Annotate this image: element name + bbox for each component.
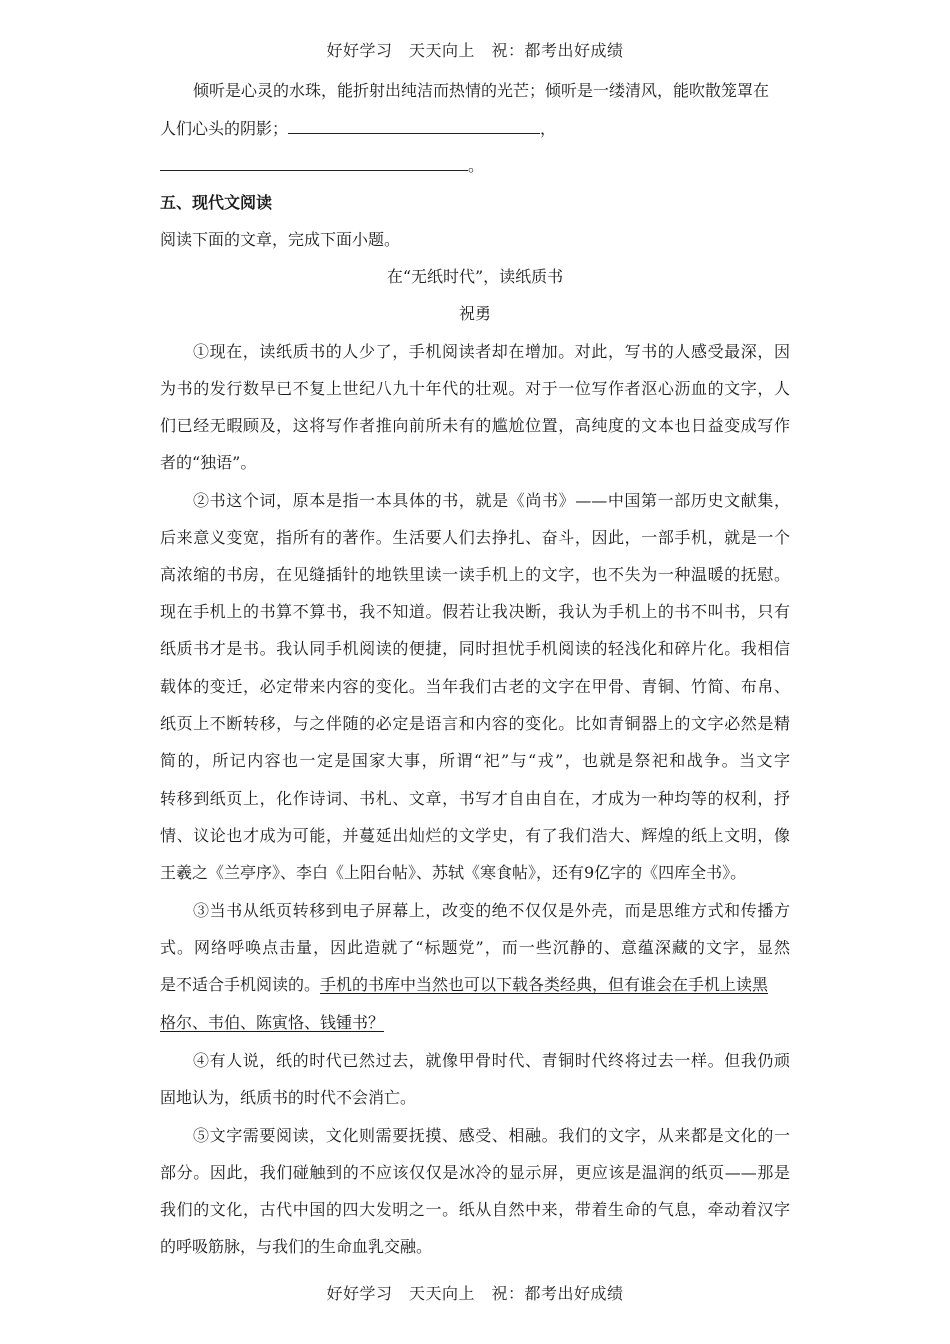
paragraph-4-line: 固地认为，纸质书的时代不会消亡。 bbox=[160, 1088, 417, 1107]
paragraph-2-line: 载体的变迁，必定带来内容的变化。当年我们古老的文字在甲骨、青铜、竹简、布帛、 bbox=[160, 677, 790, 696]
article-author: 祝勇 bbox=[458, 304, 491, 323]
paragraph-2-line: 纸页上不断转移，与之伴随的必定是语言和内容的变化。比如青铜器上的文字必然是精 bbox=[160, 714, 790, 733]
fill-question-prefix: 人们心头的阴影； bbox=[160, 119, 289, 138]
paragraph-2-line: 纸质书才是书。我认同手机阅读的便捷，同时担忧手机阅读的轻浅化和碎片化。我相信 bbox=[160, 639, 790, 658]
underlined-sentence: 手机的书库中当然也可以下载各类经典，但有谁会在手机上读黑 bbox=[320, 975, 769, 994]
paragraph-2-line: 转移到纸页上，化作诗词、书札、文章，书写才自由自在，才成为一种均等的权利，抒 bbox=[160, 789, 790, 808]
paragraph-2-line: 简的，所记内容也一定是国家大事，所谓“祀”与“戎”，也就是祭祀和战争。当文字 bbox=[160, 751, 790, 770]
paragraph-3-line bbox=[160, 974, 768, 996]
fill-question-line-2 bbox=[160, 117, 556, 140]
page-header: 好好学习 天天向上 祝：都考出好成绩 bbox=[326, 41, 624, 60]
section-instruction: 阅读下面的文章，完成下面小题。 bbox=[160, 230, 401, 249]
article-title: 在“无纸时代”，读纸质书 bbox=[386, 267, 564, 286]
fill-question-period: 。 bbox=[468, 156, 485, 175]
paragraph-2-line: 高浓缩的书房，在见缝插针的地铁里读一读手机上的文字，也不失为一种温暖的抚慰。 bbox=[160, 565, 790, 584]
paragraph-1-line: 者的“独语”。 bbox=[160, 453, 257, 472]
paragraph-3-line: ③当书从纸页转移到电子屏幕上，改变的绝不仅仅是外壳，而是思维方式和传播方 bbox=[193, 901, 790, 920]
paragraph-5-line: 我们的文化，古代中国的四大发明之一。纸从自然中来，带着生命的气息，牵动着汉字 bbox=[160, 1200, 790, 1219]
paragraph-2-line: 现在手机上的书算不算书，我不知道。假若让我决断，我认为手机上的书不叫书，只有 bbox=[160, 602, 790, 621]
paragraph-2-line: ②书这个词，原本是指一本具体的书，就是《尚书》——中国第一部历史文献集， bbox=[193, 491, 790, 510]
paragraph-2-line: 后来意义变宽，指所有的著作。生活要人们去挣扎、奋斗，因此，一部手机，就是一个 bbox=[160, 528, 790, 547]
fill-question-comma: ， bbox=[540, 119, 557, 138]
paragraph-2-line: 情、议论也才成为可能，并蔓延出灿烂的文学史，有了我们浩大、辉煌的纸上文明，像 bbox=[160, 826, 790, 845]
paragraph-2-line: 王羲之《兰亭序》、李白《上阳台帖》、苏轼《寒食帖》，还有9亿字的《四库全书》。 bbox=[160, 863, 747, 882]
paragraph-1-line: 为书的发行数早已不复上世纪八九十年代的壮观。对于一位写作者沤心沥血的文字，人 bbox=[160, 379, 790, 398]
page-footer: 好好学习 天天向上 祝：都考出好成绩 bbox=[326, 1284, 624, 1303]
paragraph-3-line: 式。网络呼唤点击量，因此造就了“标题党”，而一些沉静的、意蕴深藏的文字，显然 bbox=[160, 938, 790, 957]
paragraph-1-line: 们已经无暇顾及，这将写作者推向前所未有的尴尬位置，高纯度的文本也日益变成写作 bbox=[160, 416, 790, 435]
underlined-sentence-end: 格尔、韦伯、陈寅恪、钱锺书？ bbox=[160, 1013, 385, 1032]
paragraph-5-line: ⑤文字需要阅读，文化则需要抚摸、感受、相融。我们的文字，从来都是文化的一 bbox=[193, 1126, 790, 1145]
paragraph-4-line: ④有人说，纸的时代已然过去，就像甲骨时代、青铜时代终将过去一样。但我仍顽 bbox=[193, 1051, 790, 1070]
fill-question-line-3 bbox=[160, 154, 484, 177]
answer-blank-2[interactable] bbox=[160, 154, 468, 171]
answer-blank-1[interactable] bbox=[288, 117, 540, 134]
paragraph-3-plain-text: 是不适合手机阅读的。 bbox=[160, 975, 321, 994]
fill-question-line-1: 倾听是心灵的水珠，能折射出纯洁而热情的光芒；倾听是一缕清风，能吹散笼罩在 bbox=[193, 81, 770, 100]
paragraph-5-line: 部分。因此，我们碰触到的不应该仅仅是冰冷的显示屏，更应该是温润的纸页——那是 bbox=[160, 1163, 790, 1182]
paragraph-5-line: 的呼吸筋脉，与我们的生命血乳交融。 bbox=[160, 1237, 433, 1256]
section-title: 五、现代文阅读 bbox=[160, 193, 273, 212]
paragraph-1-line: ①现在，读纸质书的人少了，手机阅读者却在增加。对此，写书的人感受最深，因 bbox=[193, 342, 790, 361]
